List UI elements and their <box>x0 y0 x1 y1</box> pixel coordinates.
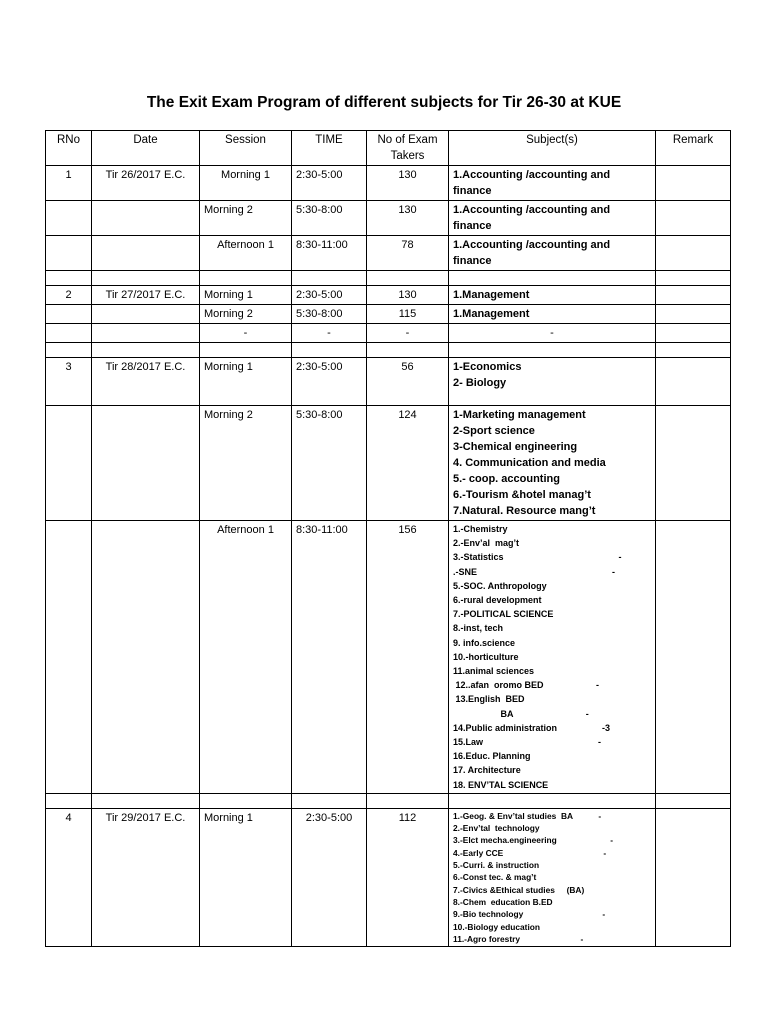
subject-line: 3-Chemical engineering <box>453 441 578 453</box>
rno-cell: 1 <box>46 166 92 201</box>
subject-line: 14.Public administration -3 <box>453 722 611 733</box>
remark-cell <box>656 286 731 305</box>
subject-line: 10.-horticulture <box>453 651 519 662</box>
takers-cell: 130 <box>367 166 449 201</box>
subjects-cell <box>449 406 656 521</box>
rno-cell <box>46 521 92 794</box>
remark-cell <box>656 305 731 324</box>
session-cell: Afternoon 1 <box>200 521 292 794</box>
subject-line: finance <box>453 255 492 267</box>
subject-line: 2.-Env’al mag’t <box>453 538 520 549</box>
subject-line: 3.-Elct mecha.engineering - <box>453 835 614 846</box>
subjects-cell: 1.Management <box>449 286 656 305</box>
subject-line: 11.-Agro forestry - <box>453 933 584 944</box>
rno-cell <box>46 324 92 343</box>
takers-cell: - <box>367 324 449 343</box>
table-header-row <box>46 131 731 166</box>
subject-line: 13.English BED <box>453 694 525 705</box>
subjects-cell <box>449 166 656 201</box>
table-row <box>46 324 731 343</box>
date-cell: Tir 27/2017 E.C. <box>92 286 200 305</box>
spacer-row <box>46 271 731 286</box>
subject-line: 5.- coop. accounting <box>453 473 560 485</box>
subjects-cell <box>449 358 656 406</box>
subjects-cell: 1.Management <box>449 305 656 324</box>
header-date: Date <box>92 131 200 166</box>
header-remark: Remark <box>656 131 731 166</box>
remark-cell <box>656 406 731 521</box>
header-takers: No of Exam Takers <box>367 131 449 166</box>
subject-line: finance <box>453 185 492 197</box>
subjects-cell <box>449 521 656 794</box>
subject-line: 6.-Tourism &hotel manag’t <box>453 489 591 501</box>
rno-cell: 4 <box>46 808 92 946</box>
rno-cell <box>46 236 92 271</box>
session-cell: Morning 2 <box>200 305 292 324</box>
session-cell: Morning 1 <box>200 286 292 305</box>
header-time: TIME <box>292 131 367 166</box>
time-cell: 2:30-5:00 <box>292 286 367 305</box>
remark-cell <box>656 324 731 343</box>
date-cell: Tir 29/2017 E.C. <box>92 808 200 946</box>
rno-cell <box>46 305 92 324</box>
subject-line: 2-Sport science <box>453 425 535 437</box>
table-row <box>46 166 731 201</box>
takers-cell: 78 <box>367 236 449 271</box>
date-cell <box>92 305 200 324</box>
subject-line: 9.-Bio technology - <box>453 909 606 920</box>
table-row <box>46 286 731 305</box>
rno-cell <box>46 201 92 236</box>
subject-line: 1-Economics <box>453 361 522 373</box>
exam-schedule-table <box>45 130 731 947</box>
table-row <box>46 236 731 271</box>
time-cell: 5:30-8:00 <box>292 406 367 521</box>
remark-cell <box>656 358 731 406</box>
subject-line: 9. info.science <box>453 637 516 648</box>
session-cell: - <box>200 324 292 343</box>
subject-line: 2- Biology <box>453 377 507 389</box>
subject-line: 4.-Early CCE - <box>453 847 607 858</box>
subject-line: 6.-Const tec. & mag’t <box>453 872 537 883</box>
time-cell: 5:30-8:00 <box>292 305 367 324</box>
rno-cell <box>46 406 92 521</box>
date-cell <box>92 236 200 271</box>
subject-line: 8.-Chem education B.ED <box>453 896 553 907</box>
subject-line: .-SNE - <box>453 566 616 577</box>
subject-line: 12..afan oromo BED - <box>453 680 600 691</box>
takers-cell: 56 <box>367 358 449 406</box>
subjects-cell <box>449 808 656 946</box>
rno-cell: 3 <box>46 358 92 406</box>
subject-line: 1-Marketing management <box>453 409 586 421</box>
subject-line: 3.-Statistics - <box>453 552 622 563</box>
time-cell: - <box>292 324 367 343</box>
session-cell: Morning 2 <box>200 406 292 521</box>
subject-line: 1.Accounting /accounting and <box>453 204 611 216</box>
session-cell: Afternoon 1 <box>200 236 292 271</box>
subject-line: 1.Accounting /accounting and <box>453 239 611 251</box>
subject-line: 7.-POLITICAL SCIENCE <box>453 609 554 620</box>
date-cell <box>92 201 200 236</box>
remark-cell <box>656 808 731 946</box>
subject-line: 5.-SOC. Anthropology <box>453 580 547 591</box>
takers-cell: 130 <box>367 201 449 236</box>
subject-line: finance <box>453 220 492 232</box>
takers-cell: 156 <box>367 521 449 794</box>
subject-line: 7.-Civics &Ethical studies (BA) <box>453 884 585 895</box>
subject-line: 11.animal sciences <box>453 666 535 677</box>
header-session: Session <box>200 131 292 166</box>
table-row <box>46 358 731 406</box>
subject-line: 6.-rural development <box>453 595 542 606</box>
subject-line: 1.Accounting /accounting and <box>453 169 611 181</box>
remark-cell <box>656 521 731 794</box>
remark-cell <box>656 201 731 236</box>
table-row <box>46 201 731 236</box>
subject-line: 18. ENV’TAL SCIENCE <box>453 779 549 790</box>
takers-cell: 112 <box>367 808 449 946</box>
subject-line: 2.-Env’tal technology <box>453 823 540 834</box>
subject-line: BA - <box>453 708 589 719</box>
takers-cell: 130 <box>367 286 449 305</box>
document-title: The Exit Exam Program of different subjects for Tir 26-30 at KUE <box>146 94 622 111</box>
time-cell: 8:30-11:00 <box>292 521 367 794</box>
header-rno: RNo <box>46 131 92 166</box>
time-cell: 8:30-11:00 <box>292 236 367 271</box>
table-row <box>46 406 731 521</box>
date-cell <box>92 406 200 521</box>
date-cell: Tir 28/2017 E.C. <box>92 358 200 406</box>
subjects-cell <box>449 201 656 236</box>
subject-line: 5.-Curri. & instruction <box>453 860 540 871</box>
session-cell: Morning 1 <box>200 808 292 946</box>
remark-cell <box>656 166 731 201</box>
subject-line: 15.Law - <box>453 737 602 748</box>
header-subjects: Subject(s) <box>449 131 656 166</box>
table-row <box>46 808 731 946</box>
subject-line: 16.Educ. Planning <box>453 751 531 762</box>
time-cell: 2:30-5:00 <box>292 166 367 201</box>
table-row <box>46 305 731 324</box>
remark-cell <box>656 236 731 271</box>
takers-cell: 115 <box>367 305 449 324</box>
spacer-row <box>46 793 731 808</box>
rno-cell: 2 <box>46 286 92 305</box>
time-cell: 2:30-5:00 <box>292 358 367 406</box>
subject-line: 10.-Biology education <box>453 921 541 932</box>
session-cell: Morning 1 <box>200 358 292 406</box>
subject-line: 8.-inst, tech <box>453 623 504 634</box>
time-cell: 5:30-8:00 <box>292 201 367 236</box>
table-row <box>46 521 731 794</box>
subject-line: 7.Natural. Resource mang’t <box>453 505 596 517</box>
date-cell <box>92 521 200 794</box>
spacer-row <box>46 343 731 358</box>
subject-line: 1.-Geog. & Env’tal studies BA - <box>453 810 602 821</box>
subject-line: 1.-Chemistry <box>453 524 508 534</box>
date-cell <box>92 324 200 343</box>
subjects-cell: - <box>449 324 656 343</box>
subject-line: 4. Communication and media <box>453 457 606 469</box>
session-cell: Morning 2 <box>200 201 292 236</box>
takers-cell: 124 <box>367 406 449 521</box>
subject-line: 17. Architecture <box>453 765 521 776</box>
subjects-cell <box>449 236 656 271</box>
date-cell: Tir 26/2017 E.C. <box>92 166 200 201</box>
session-cell: Morning 1 <box>200 166 292 201</box>
time-cell: 2:30-5:00 <box>292 808 367 946</box>
